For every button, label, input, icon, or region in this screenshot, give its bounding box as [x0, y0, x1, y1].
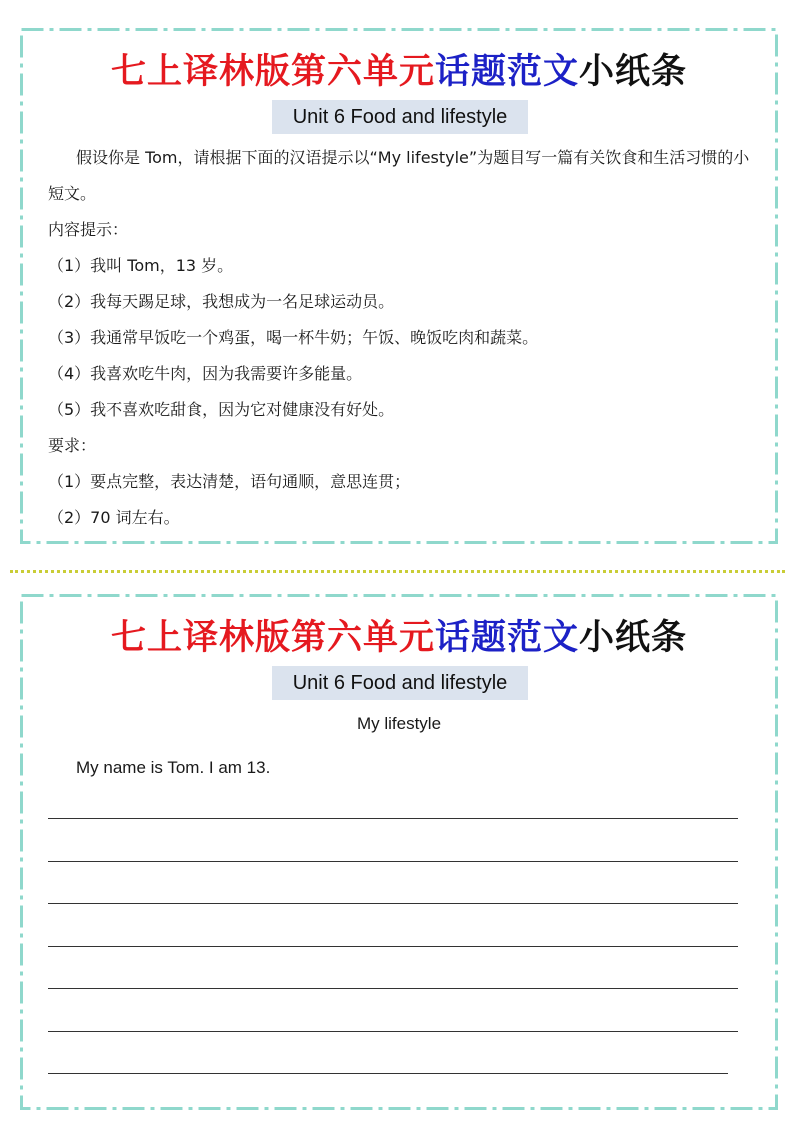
- content-point: （2）我每天踢足球，我想成为一名足球运动员。: [48, 292, 395, 311]
- title-blue-part: 话题范文: [434, 617, 579, 658]
- title-blue-part: 话题范文: [434, 51, 579, 92]
- content-point: （5）我不喜欢吃甜食，因为它对健康没有好处。: [48, 400, 395, 419]
- title-red-part: 七上译林版第六单元: [110, 617, 435, 658]
- essay-first-sentence: My name is Tom. I am 13.: [76, 758, 271, 777]
- writing-line[interactable]: [48, 1031, 738, 1032]
- title-black-part: 小纸条: [579, 617, 688, 658]
- writing-line[interactable]: [48, 1073, 728, 1074]
- content-point: （1）我叫 Tom，13 岁。: [48, 256, 234, 275]
- unit-subtitle: Unit 6 Food and lifestyle: [272, 100, 528, 134]
- writing-line[interactable]: [48, 946, 738, 947]
- requirement-item: （1）要点完整，表达清楚，语句通顺，意思连贯；: [48, 472, 411, 491]
- content-label: 内容提示：: [48, 220, 129, 239]
- content-point: （4）我喜欢吃牛肉，因为我需要许多能量。: [48, 364, 363, 383]
- writing-line[interactable]: [48, 861, 738, 862]
- essay-card: [20, 594, 778, 1110]
- essay-title: My lifestyle: [356, 714, 442, 733]
- dotted-divider: [10, 570, 785, 573]
- content-point: （3）我通常早饭吃一个鸡蛋，喝一杯牛奶；午饭、晚饭吃肉和蔬菜。: [48, 328, 539, 347]
- requirement-item: （2）70 词左右。: [48, 508, 180, 527]
- writing-line[interactable]: [48, 988, 738, 989]
- writing-line[interactable]: [48, 903, 738, 904]
- title-red-part: 七上译林版第六单元: [110, 51, 435, 92]
- page-title: [20, 50, 778, 94]
- unit-subtitle: Unit 6 Food and lifestyle: [272, 666, 528, 700]
- task-card: [20, 28, 778, 544]
- page-title: [20, 616, 778, 660]
- task-intro: 假设你是 Tom，请根据下面的汉语提示以“My lifestyle”为题目写一篇有关饮食和生活习惯的小短文。: [48, 148, 750, 203]
- writing-line[interactable]: [48, 818, 738, 819]
- requirements-label: 要求：: [48, 436, 97, 455]
- title-black-part: 小纸条: [579, 51, 688, 92]
- task-body: [48, 140, 758, 536]
